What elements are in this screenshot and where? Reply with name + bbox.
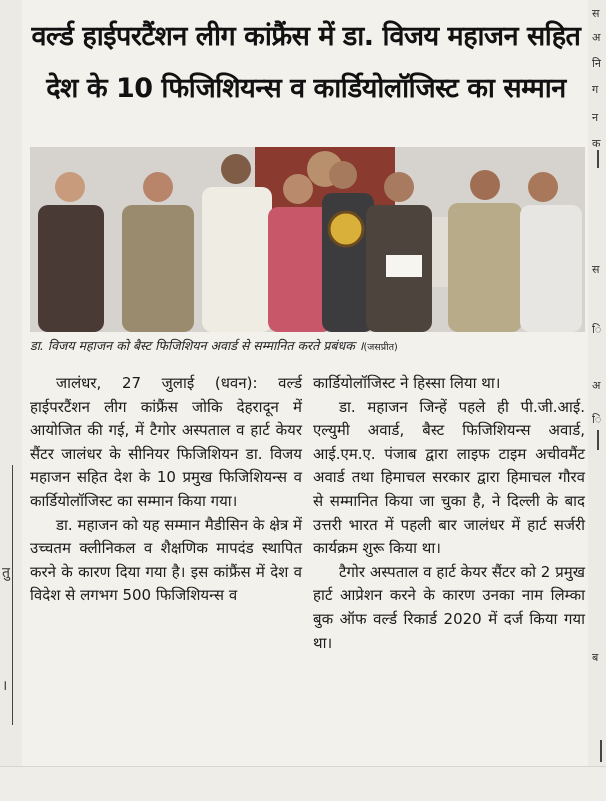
article-column-right — [313, 372, 585, 655]
article-paragraph: डा. महाजन को यह सम्मान मैडीसिन के क्षेत्र में उच्चतम क्लीनिकल व शैक्षणिक मापदंड स्थापित करने के कारण दिया गया है। इस कांफ्रैंस में देश व विदेश से लगभग 500 फिजिशियन्स व — [30, 515, 302, 605]
caption-text: डा. विजय महाजन को बैस्ट फिजिशियन अवार्ड से सम्मानित करते प्रबंधक । — [30, 338, 364, 353]
article-paragraph: टैगोर अस्पताल व हार्ट केयर सैंटर को 2 प्रमुख हार्ट आप्रेशन करने के कारण उनका नाम लिम्का बुक ऑफ वर्ल्ड रिकार्ड 2020 में दर्ज किया गया था। — [313, 562, 585, 652]
adjacent-article-right-edge — [588, 0, 606, 800]
headline-line-1: वर्ल्ड हाईपरटैंशन लीग कांफ्रैंस में डा. विजय महाजन सहित — [31, 21, 581, 52]
award-ceremony-photo — [30, 147, 585, 332]
edge-fragment: ि — [592, 413, 602, 426]
column-divider — [597, 150, 599, 168]
award-plaque — [329, 212, 363, 246]
article-paragraph-continuation: कार्डियोलॉजिस्ट ने हिस्सा लिया था। — [313, 374, 501, 392]
edge-fragment: ि — [592, 323, 602, 336]
edge-fragment: नि — [592, 57, 601, 70]
column-divider — [12, 465, 13, 725]
article-paragraph: जालंधर, 27 जुलाई (धवन): वर्ल्ड हाईपरटैंशन लीग कांफ्रैंस जोकि देहरादून में आयोजित की गई, में टैगोर अस्पताल व हार्ट केयर सैंटर जालंधर के सीनियर फिजिशियन डा. विजय महाजन सहित देश के 10 प्रमुख फिजिशियन्स व कार्डियोलॉजिस्ट का सम्मान किया गया। — [30, 374, 302, 510]
article-headline — [28, 14, 584, 114]
edge-fragment: स — [592, 263, 600, 276]
article-paragraph: डा. महाजन जिन्हें पहले ही पी.जी.आई. एल्युमी अवार्ड, बैस्ट फिजिशियन्स अवार्ड, आई.एम.ए. पंजाब द्वारा लाइफ टाइम अचीवमैंट अवार्ड तथा हिमाचल सरकार द्वारा हिमाचल गौरव से सम्मानित किया जा चुका है, ने दिल्ली के बाद उत्तरी भारत में पहली बार जालंधर में हार्ट सर्जरी कार्यक्रम शुरू किया था। — [313, 397, 585, 558]
page-bottom-margin — [0, 766, 606, 801]
edge-fragment: क — [592, 137, 601, 150]
column-divider — [597, 430, 599, 450]
edge-fragment: ग — [592, 83, 599, 96]
edge-fragment: अ — [592, 31, 601, 44]
adjacent-article-left-edge — [0, 0, 22, 800]
column-divider — [600, 740, 602, 762]
ceremony-photo-illustration — [30, 147, 585, 332]
edge-fragment: ब — [592, 651, 599, 664]
edge-fragment: न — [592, 111, 599, 124]
certificate — [386, 255, 422, 277]
edge-fragment: । — [2, 678, 8, 694]
article-column-left — [30, 372, 302, 608]
photo-caption — [30, 337, 586, 354]
photo-credit: (जसप्रीत) — [363, 342, 398, 353]
edge-fragment: अ — [592, 379, 601, 392]
edge-fragment: स — [592, 7, 600, 20]
headline-line-2: देश के 10 फिजिशियन्स व कार्डियोलॉजिस्ट का सम्मान — [46, 73, 566, 104]
edge-fragment: तु — [2, 565, 10, 581]
